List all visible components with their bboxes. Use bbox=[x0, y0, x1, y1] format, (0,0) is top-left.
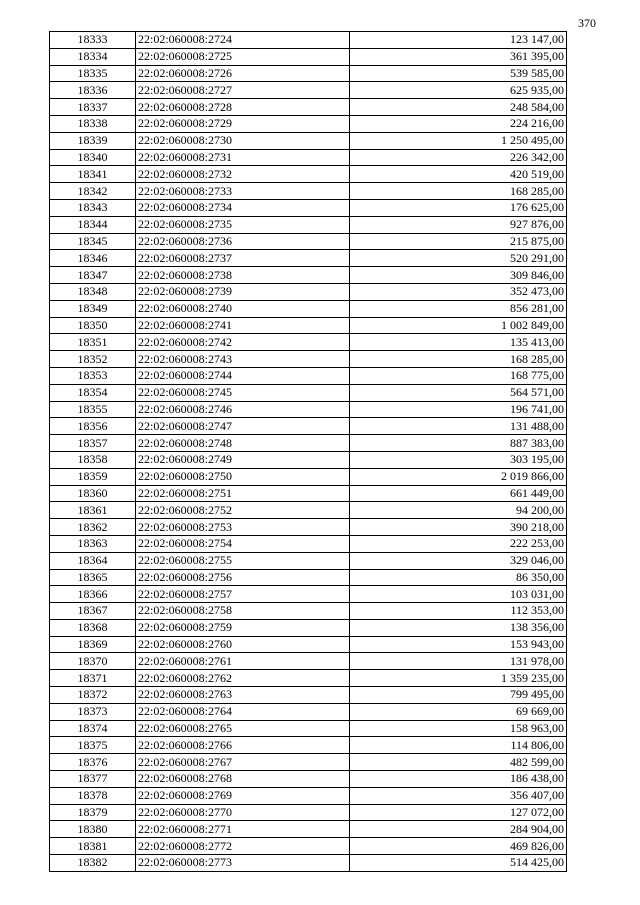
row-number-cell: 18344 bbox=[50, 216, 136, 233]
table-row bbox=[50, 502, 567, 519]
row-number-cell: 18362 bbox=[50, 519, 136, 536]
row-number-cell: 18354 bbox=[50, 384, 136, 401]
cadastral-value-cell: 303 195,00 bbox=[350, 451, 567, 468]
cadastral-value-cell: 1 359 235,00 bbox=[350, 670, 567, 687]
cadastral-number-cell: 22:02:060008:2768 bbox=[136, 771, 350, 788]
row-number-cell: 18335 bbox=[50, 65, 136, 82]
row-number-cell: 18345 bbox=[50, 233, 136, 250]
row-number-cell: 18372 bbox=[50, 687, 136, 704]
table-row bbox=[50, 703, 567, 720]
row-number-cell: 18352 bbox=[50, 351, 136, 368]
table-row bbox=[50, 435, 567, 452]
table-row bbox=[50, 216, 567, 233]
table-row bbox=[50, 569, 567, 586]
table-body bbox=[50, 32, 567, 872]
cadastral-value-cell: 309 846,00 bbox=[350, 267, 567, 284]
cadastral-value-cell: 168 285,00 bbox=[350, 351, 567, 368]
cadastral-value-cell: 176 625,00 bbox=[350, 199, 567, 216]
cadastral-number-cell: 22:02:060008:2756 bbox=[136, 569, 350, 586]
row-number-cell: 18367 bbox=[50, 603, 136, 620]
cadastral-value-cell: 127 072,00 bbox=[350, 804, 567, 821]
table-row bbox=[50, 267, 567, 284]
cadastral-value-cell: 153 943,00 bbox=[350, 636, 567, 653]
cadastral-value-cell: 248 584,00 bbox=[350, 99, 567, 116]
cadastral-value-cell: 564 571,00 bbox=[350, 384, 567, 401]
cadastral-value-cell: 196 741,00 bbox=[350, 401, 567, 418]
cadastral-value-cell: 114 806,00 bbox=[350, 737, 567, 754]
cadastral-number-cell: 22:02:060008:2744 bbox=[136, 367, 350, 384]
cadastral-value-cell: 186 438,00 bbox=[350, 771, 567, 788]
row-number-cell: 18366 bbox=[50, 586, 136, 603]
cadastral-number-cell: 22:02:060008:2724 bbox=[136, 32, 350, 49]
row-number-cell: 18376 bbox=[50, 754, 136, 771]
cadastral-number-cell: 22:02:060008:2751 bbox=[136, 485, 350, 502]
row-number-cell: 18349 bbox=[50, 300, 136, 317]
cadastral-value-cell: 799 495,00 bbox=[350, 687, 567, 704]
row-number-cell: 18337 bbox=[50, 99, 136, 116]
table-row bbox=[50, 468, 567, 485]
cadastral-number-cell: 22:02:060008:2770 bbox=[136, 804, 350, 821]
table-row bbox=[50, 65, 567, 82]
table-row bbox=[50, 485, 567, 502]
cadastral-number-cell: 22:02:060008:2765 bbox=[136, 720, 350, 737]
cadastral-value-cell: 2 019 866,00 bbox=[350, 468, 567, 485]
table-row bbox=[50, 754, 567, 771]
cadastral-value-cell: 138 356,00 bbox=[350, 619, 567, 636]
row-number-cell: 18380 bbox=[50, 821, 136, 838]
row-number-cell: 18379 bbox=[50, 804, 136, 821]
row-number-cell: 18381 bbox=[50, 838, 136, 855]
cadastral-number-cell: 22:02:060008:2753 bbox=[136, 519, 350, 536]
registry-table bbox=[49, 31, 567, 872]
row-number-cell: 18336 bbox=[50, 82, 136, 99]
cadastral-number-cell: 22:02:060008:2726 bbox=[136, 65, 350, 82]
cadastral-number-cell: 22:02:060008:2759 bbox=[136, 619, 350, 636]
cadastral-value-cell: 514 425,00 bbox=[350, 855, 567, 872]
table-row bbox=[50, 132, 567, 149]
table-row bbox=[50, 233, 567, 250]
table-row bbox=[50, 519, 567, 536]
table-row bbox=[50, 804, 567, 821]
cadastral-number-cell: 22:02:060008:2742 bbox=[136, 334, 350, 351]
table-row bbox=[50, 821, 567, 838]
cadastral-value-cell: 329 046,00 bbox=[350, 552, 567, 569]
cadastral-number-cell: 22:02:060008:2728 bbox=[136, 99, 350, 116]
row-number-cell: 18364 bbox=[50, 552, 136, 569]
cadastral-number-cell: 22:02:060008:2730 bbox=[136, 132, 350, 149]
row-number-cell: 18346 bbox=[50, 250, 136, 267]
cadastral-number-cell: 22:02:060008:2736 bbox=[136, 233, 350, 250]
cadastral-number-cell: 22:02:060008:2755 bbox=[136, 552, 350, 569]
row-number-cell: 18338 bbox=[50, 115, 136, 132]
cadastral-number-cell: 22:02:060008:2738 bbox=[136, 267, 350, 284]
row-number-cell: 18356 bbox=[50, 418, 136, 435]
cadastral-value-cell: 356 407,00 bbox=[350, 787, 567, 804]
cadastral-number-cell: 22:02:060008:2767 bbox=[136, 754, 350, 771]
row-number-cell: 18369 bbox=[50, 636, 136, 653]
row-number-cell: 18334 bbox=[50, 48, 136, 65]
cadastral-value-cell: 112 353,00 bbox=[350, 603, 567, 620]
row-number-cell: 18347 bbox=[50, 267, 136, 284]
cadastral-value-cell: 135 413,00 bbox=[350, 334, 567, 351]
row-number-cell: 18371 bbox=[50, 670, 136, 687]
row-number-cell: 18370 bbox=[50, 653, 136, 670]
row-number-cell: 18377 bbox=[50, 771, 136, 788]
cadastral-number-cell: 22:02:060008:2766 bbox=[136, 737, 350, 754]
row-number-cell: 18374 bbox=[50, 720, 136, 737]
cadastral-value-cell: 520 291,00 bbox=[350, 250, 567, 267]
cadastral-value-cell: 1 250 495,00 bbox=[350, 132, 567, 149]
table-row bbox=[50, 687, 567, 704]
table-row bbox=[50, 115, 567, 132]
table-row bbox=[50, 166, 567, 183]
row-number-cell: 18353 bbox=[50, 367, 136, 384]
table-row bbox=[50, 653, 567, 670]
table-row bbox=[50, 670, 567, 687]
cadastral-value-cell: 123 147,00 bbox=[350, 32, 567, 49]
table-row bbox=[50, 418, 567, 435]
row-number-cell: 18340 bbox=[50, 149, 136, 166]
table-row bbox=[50, 199, 567, 216]
cadastral-number-cell: 22:02:060008:2773 bbox=[136, 855, 350, 872]
cadastral-number-cell: 22:02:060008:2750 bbox=[136, 468, 350, 485]
table-row bbox=[50, 283, 567, 300]
cadastral-number-cell: 22:02:060008:2762 bbox=[136, 670, 350, 687]
table-row bbox=[50, 317, 567, 334]
cadastral-value-cell: 361 395,00 bbox=[350, 48, 567, 65]
cadastral-value-cell: 482 599,00 bbox=[350, 754, 567, 771]
cadastral-value-cell: 94 200,00 bbox=[350, 502, 567, 519]
table-row bbox=[50, 300, 567, 317]
row-number-cell: 18368 bbox=[50, 619, 136, 636]
row-number-cell: 18341 bbox=[50, 166, 136, 183]
cadastral-value-cell: 168 285,00 bbox=[350, 183, 567, 200]
cadastral-number-cell: 22:02:060008:2739 bbox=[136, 283, 350, 300]
table-row bbox=[50, 367, 567, 384]
cadastral-number-cell: 22:02:060008:2729 bbox=[136, 115, 350, 132]
cadastral-number-cell: 22:02:060008:2725 bbox=[136, 48, 350, 65]
table-row bbox=[50, 838, 567, 855]
cadastral-value-cell: 131 978,00 bbox=[350, 653, 567, 670]
cadastral-number-cell: 22:02:060008:2772 bbox=[136, 838, 350, 855]
cadastral-number-cell: 22:02:060008:2734 bbox=[136, 199, 350, 216]
row-number-cell: 18361 bbox=[50, 502, 136, 519]
table-row bbox=[50, 351, 567, 368]
table-row bbox=[50, 451, 567, 468]
table-row bbox=[50, 603, 567, 620]
cadastral-value-cell: 352 473,00 bbox=[350, 283, 567, 300]
table-row bbox=[50, 552, 567, 569]
cadastral-value-cell: 222 253,00 bbox=[350, 535, 567, 552]
row-number-cell: 18350 bbox=[50, 317, 136, 334]
cadastral-value-cell: 284 904,00 bbox=[350, 821, 567, 838]
row-number-cell: 18351 bbox=[50, 334, 136, 351]
row-number-cell: 18358 bbox=[50, 451, 136, 468]
row-number-cell: 18333 bbox=[50, 32, 136, 49]
cadastral-value-cell: 420 519,00 bbox=[350, 166, 567, 183]
cadastral-number-cell: 22:02:060008:2745 bbox=[136, 384, 350, 401]
cadastral-number-cell: 22:02:060008:2761 bbox=[136, 653, 350, 670]
cadastral-number-cell: 22:02:060008:2746 bbox=[136, 401, 350, 418]
table-row bbox=[50, 586, 567, 603]
row-number-cell: 18348 bbox=[50, 283, 136, 300]
row-number-cell: 18342 bbox=[50, 183, 136, 200]
cadastral-number-cell: 22:02:060008:2735 bbox=[136, 216, 350, 233]
table-row bbox=[50, 99, 567, 116]
cadastral-value-cell: 927 876,00 bbox=[350, 216, 567, 233]
row-number-cell: 18360 bbox=[50, 485, 136, 502]
table-row bbox=[50, 636, 567, 653]
table-row bbox=[50, 737, 567, 754]
table-row bbox=[50, 82, 567, 99]
row-number-cell: 18339 bbox=[50, 132, 136, 149]
cadastral-number-cell: 22:02:060008:2748 bbox=[136, 435, 350, 452]
table-row bbox=[50, 771, 567, 788]
cadastral-number-cell: 22:02:060008:2754 bbox=[136, 535, 350, 552]
cadastral-number-cell: 22:02:060008:2749 bbox=[136, 451, 350, 468]
cadastral-value-cell: 469 826,00 bbox=[350, 838, 567, 855]
cadastral-value-cell: 226 342,00 bbox=[350, 149, 567, 166]
cadastral-number-cell: 22:02:060008:2757 bbox=[136, 586, 350, 603]
cadastral-number-cell: 22:02:060008:2760 bbox=[136, 636, 350, 653]
cadastral-value-cell: 131 488,00 bbox=[350, 418, 567, 435]
table-row bbox=[50, 334, 567, 351]
cadastral-value-cell: 168 775,00 bbox=[350, 367, 567, 384]
table-row bbox=[50, 250, 567, 267]
row-number-cell: 18343 bbox=[50, 199, 136, 216]
table-row bbox=[50, 401, 567, 418]
cadastral-value-cell: 625 935,00 bbox=[350, 82, 567, 99]
row-number-cell: 18359 bbox=[50, 468, 136, 485]
cadastral-number-cell: 22:02:060008:2752 bbox=[136, 502, 350, 519]
cadastral-number-cell: 22:02:060008:2743 bbox=[136, 351, 350, 368]
row-number-cell: 18375 bbox=[50, 737, 136, 754]
cadastral-number-cell: 22:02:060008:2769 bbox=[136, 787, 350, 804]
table-row bbox=[50, 48, 567, 65]
cadastral-number-cell: 22:02:060008:2764 bbox=[136, 703, 350, 720]
cadastral-value-cell: 539 585,00 bbox=[350, 65, 567, 82]
cadastral-value-cell: 224 216,00 bbox=[350, 115, 567, 132]
cadastral-number-cell: 22:02:060008:2732 bbox=[136, 166, 350, 183]
table-row bbox=[50, 32, 567, 49]
cadastral-number-cell: 22:02:060008:2747 bbox=[136, 418, 350, 435]
table-row bbox=[50, 535, 567, 552]
table-row bbox=[50, 149, 567, 166]
cadastral-value-cell: 390 218,00 bbox=[350, 519, 567, 536]
table-row bbox=[50, 720, 567, 737]
row-number-cell: 18373 bbox=[50, 703, 136, 720]
cadastral-number-cell: 22:02:060008:2758 bbox=[136, 603, 350, 620]
cadastral-number-cell: 22:02:060008:2727 bbox=[136, 82, 350, 99]
cadastral-value-cell: 856 281,00 bbox=[350, 300, 567, 317]
table-row bbox=[50, 619, 567, 636]
cadastral-number-cell: 22:02:060008:2731 bbox=[136, 149, 350, 166]
row-number-cell: 18382 bbox=[50, 855, 136, 872]
cadastral-number-cell: 22:02:060008:2741 bbox=[136, 317, 350, 334]
row-number-cell: 18363 bbox=[50, 535, 136, 552]
cadastral-number-cell: 22:02:060008:2771 bbox=[136, 821, 350, 838]
table-row bbox=[50, 183, 567, 200]
cadastral-number-cell: 22:02:060008:2740 bbox=[136, 300, 350, 317]
cadastral-value-cell: 887 383,00 bbox=[350, 435, 567, 452]
cadastral-value-cell: 661 449,00 bbox=[350, 485, 567, 502]
cadastral-value-cell: 69 669,00 bbox=[350, 703, 567, 720]
table-row bbox=[50, 855, 567, 872]
table-row bbox=[50, 384, 567, 401]
row-number-cell: 18365 bbox=[50, 569, 136, 586]
cadastral-value-cell: 215 875,00 bbox=[350, 233, 567, 250]
table-row bbox=[50, 787, 567, 804]
cadastral-number-cell: 22:02:060008:2737 bbox=[136, 250, 350, 267]
cadastral-value-cell: 86 350,00 bbox=[350, 569, 567, 586]
cadastral-value-cell: 1 002 849,00 bbox=[350, 317, 567, 334]
row-number-cell: 18355 bbox=[50, 401, 136, 418]
cadastral-number-cell: 22:02:060008:2733 bbox=[136, 183, 350, 200]
cadastral-value-cell: 158 963,00 bbox=[350, 720, 567, 737]
row-number-cell: 18378 bbox=[50, 787, 136, 804]
page-number: 370 bbox=[578, 16, 596, 30]
cadastral-value-cell: 103 031,00 bbox=[350, 586, 567, 603]
cadastral-number-cell: 22:02:060008:2763 bbox=[136, 687, 350, 704]
row-number-cell: 18357 bbox=[50, 435, 136, 452]
